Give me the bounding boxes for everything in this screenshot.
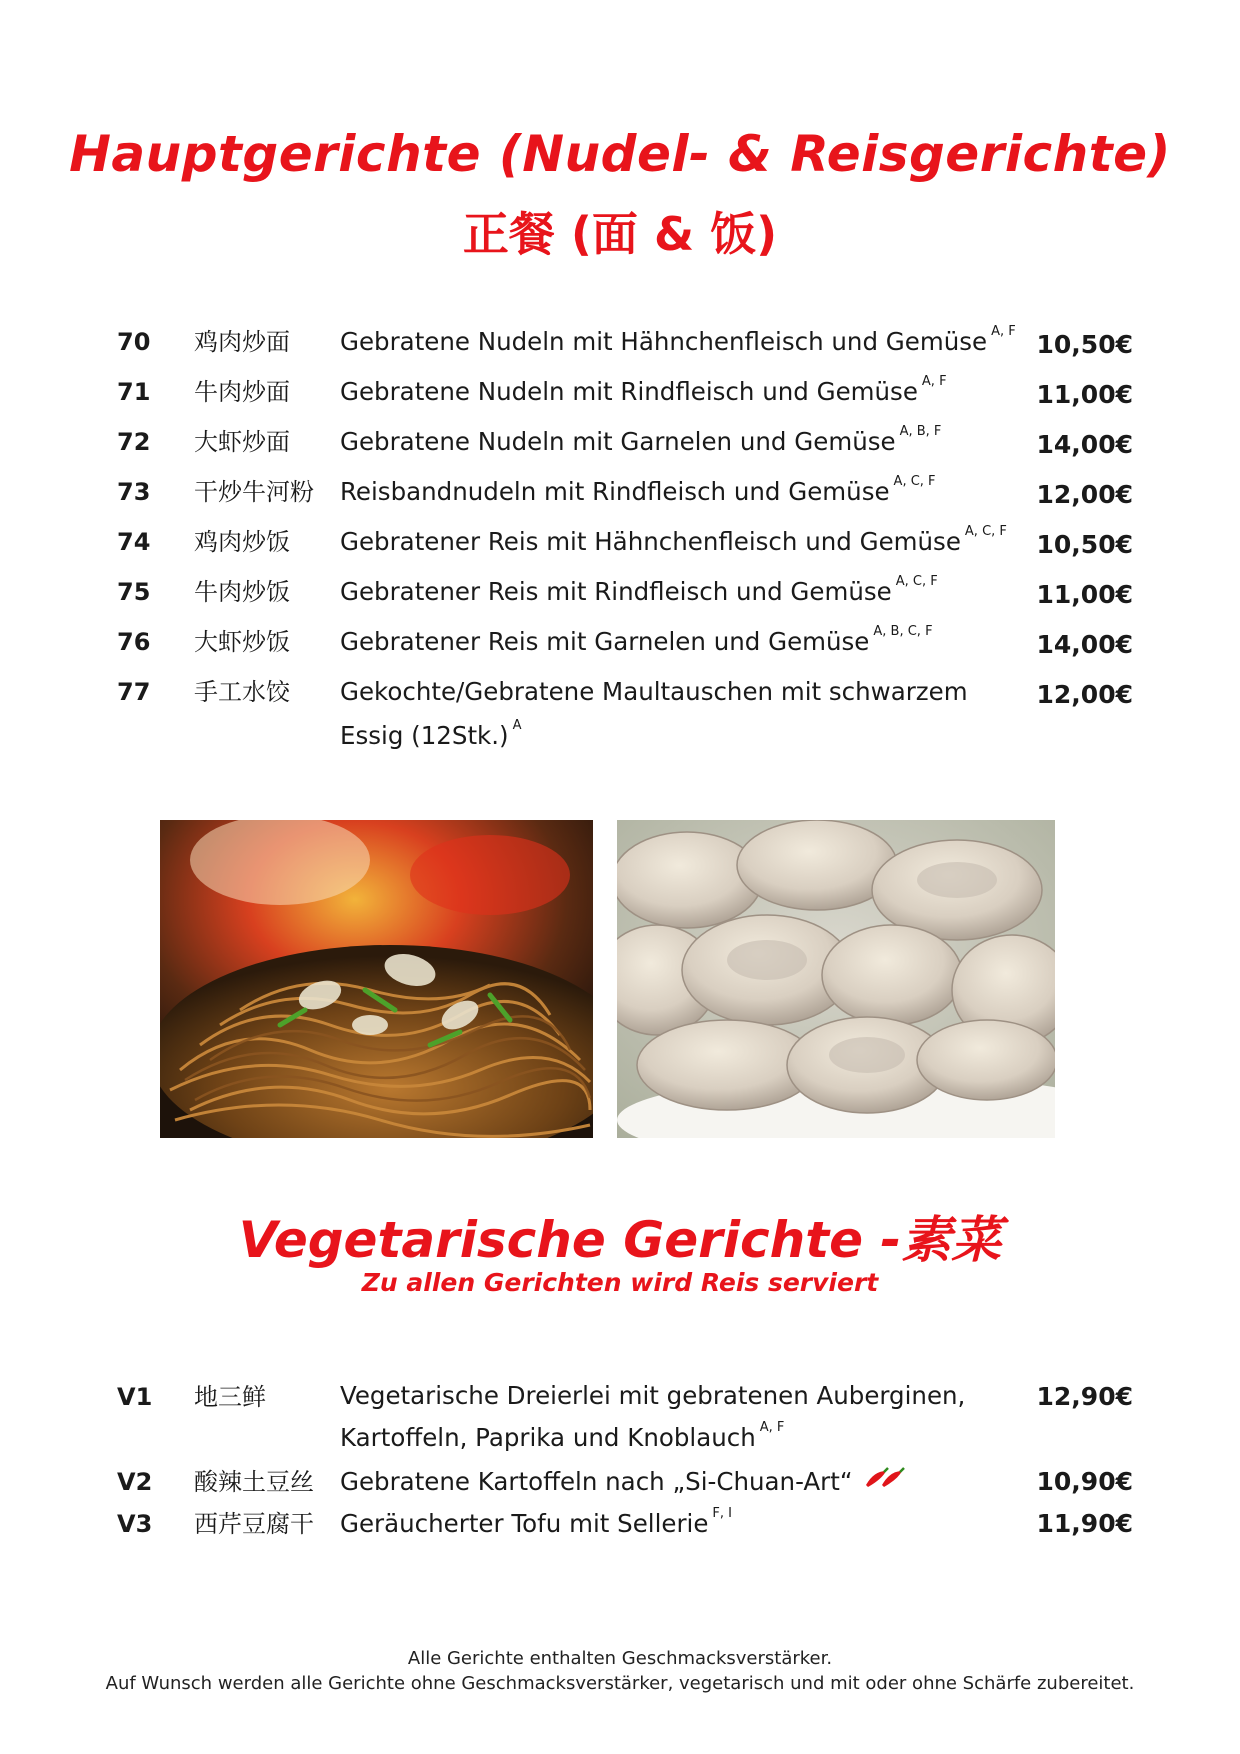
item-chinese-name: 西芹豆腐干 <box>194 1510 314 1538</box>
item-description: Vegetarische Dreierlei mit gebratenen Auberginen, Kartoffeln, Paprika und Knoblauch $^{A, F}$ <box>340 1381 966 1452</box>
item-number: 72 <box>117 428 151 456</box>
item-chinese-name: 大虾炒饭 <box>194 628 290 656</box>
item-number: 73 <box>117 478 151 506</box>
menu-item <box>0 470 1240 510</box>
item-description: Geräucherter Tofu mit Sellerie $^{F, I}$ <box>340 1506 732 1538</box>
allergen-codes: A <box>512 718 522 733</box>
menu-item <box>0 1375 1240 1465</box>
footer-note: Alle Gerichte enthalten Geschmacksverstärker. <box>407 1648 833 1669</box>
item-number: 76 <box>117 628 151 656</box>
item-price: 11,00€ <box>1036 380 1133 409</box>
menu-item <box>0 670 1240 760</box>
item-chinese-name: 鸡肉炒饭 <box>194 528 290 556</box>
item-price: 11,00€ <box>1036 580 1133 609</box>
menu-item <box>0 320 1240 360</box>
item-price: 12,90€ <box>1036 1382 1133 1411</box>
allergen-codes: A, B, C, F <box>873 624 933 639</box>
allergen-codes: A, C, F <box>893 474 936 489</box>
item-chinese-name: 干炒牛河粉 <box>194 478 314 506</box>
item-chinese-name: 大虾炒面 <box>194 428 290 456</box>
page-title-chinese: 正餐 (面 & 饭) <box>462 207 778 261</box>
dumplings-photo <box>617 820 1055 1138</box>
allergen-codes: F, I <box>712 1506 732 1521</box>
menu-item <box>0 1502 1240 1542</box>
item-description: Gebratener Reis mit Garnelen und Gemüse $^{A, B, C, F}$ <box>340 624 933 656</box>
menu-item <box>0 1460 1240 1500</box>
item-number: V3 <box>117 1510 153 1538</box>
item-number: V2 <box>117 1468 153 1496</box>
item-price: 10,50€ <box>1036 330 1133 359</box>
item-chinese-name: 酸辣土豆丝 <box>194 1468 314 1496</box>
item-number: 71 <box>117 378 151 406</box>
chili-icon <box>862 1461 908 1505</box>
item-chinese-name: 鸡肉炒面 <box>194 328 290 356</box>
page-title: Hauptgerichte (Nudel- & Reisgerichte) <box>69 125 1171 183</box>
item-description: Gebratene Kartoffeln nach „Si-Chuan-Art“ <box>340 1460 1020 1505</box>
item-description: Gebratene Nudeln mit Rindfleisch und Gemüse $^{A, F}$ <box>340 374 947 406</box>
vegetarian-section-subtitle: Zu allen Gerichten wird Reis serviert <box>361 1268 879 1297</box>
vegetarian-section-title: Vegetarische Gerichte -素菜 <box>238 1211 1002 1269</box>
item-chinese-name: 牛肉炒面 <box>194 378 290 406</box>
fried-noodles-photo <box>160 820 593 1138</box>
item-description: Gebratener Reis mit Rindfleisch und Gemüse $^{A, C, F}$ <box>340 574 938 606</box>
item-price: 10,50€ <box>1036 530 1133 559</box>
item-price: 10,90€ <box>1036 1467 1133 1496</box>
allergen-codes: A, F <box>759 1420 785 1435</box>
item-description: Reisbandnudeln mit Rindfleisch und Gemüse $^{A, C, F}$ <box>340 474 936 506</box>
item-chinese-name: 牛肉炒饭 <box>194 578 290 606</box>
item-price: 12,00€ <box>1036 480 1133 509</box>
allergen-codes: A, B, F <box>899 424 942 439</box>
menu-item <box>0 620 1240 660</box>
item-price: 11,90€ <box>1036 1509 1133 1538</box>
allergen-codes: A, C, F <box>895 574 938 589</box>
allergen-codes: A, F <box>991 324 1016 339</box>
item-description: Gekochte/Gebratene Maultauschen mit schwarzem Essig (12Stk.) $^A$ <box>340 677 968 750</box>
allergen-codes: A, C, F <box>964 524 1007 539</box>
item-description: Gebratene Nudeln mit Garnelen und Gemüse $^{A, B, F}$ <box>340 424 942 456</box>
item-chinese-name: 手工水饺 <box>194 678 290 706</box>
menu-item <box>0 370 1240 410</box>
allergen-codes: A, F <box>921 374 947 389</box>
menu-item <box>0 570 1240 610</box>
item-number: 74 <box>117 528 151 556</box>
menu-item <box>0 520 1240 560</box>
item-description: Gebratener Reis mit Hähnchenfleisch und Gemüse $^{A, C, F}$ <box>340 524 1007 556</box>
footer-note: Auf Wunsch werden alle Gerichte ohne Geschmacksverstärker, vegetarisch und mit oder ohne Schärfe zubereitet. <box>105 1673 1135 1694</box>
item-number: 70 <box>117 328 151 356</box>
item-price: 14,00€ <box>1036 430 1133 459</box>
item-number: 75 <box>117 578 151 606</box>
item-price: 12,00€ <box>1036 680 1133 709</box>
item-chinese-name: 地三鲜 <box>194 1383 266 1411</box>
item-description: Gebratene Nudeln mit Hähnchenfleisch und Gemüse $^{A, F}$ <box>340 324 1016 356</box>
item-price: 14,00€ <box>1036 630 1133 659</box>
item-number: 77 <box>117 678 151 706</box>
menu-item <box>0 420 1240 460</box>
item-number: V1 <box>117 1383 153 1411</box>
